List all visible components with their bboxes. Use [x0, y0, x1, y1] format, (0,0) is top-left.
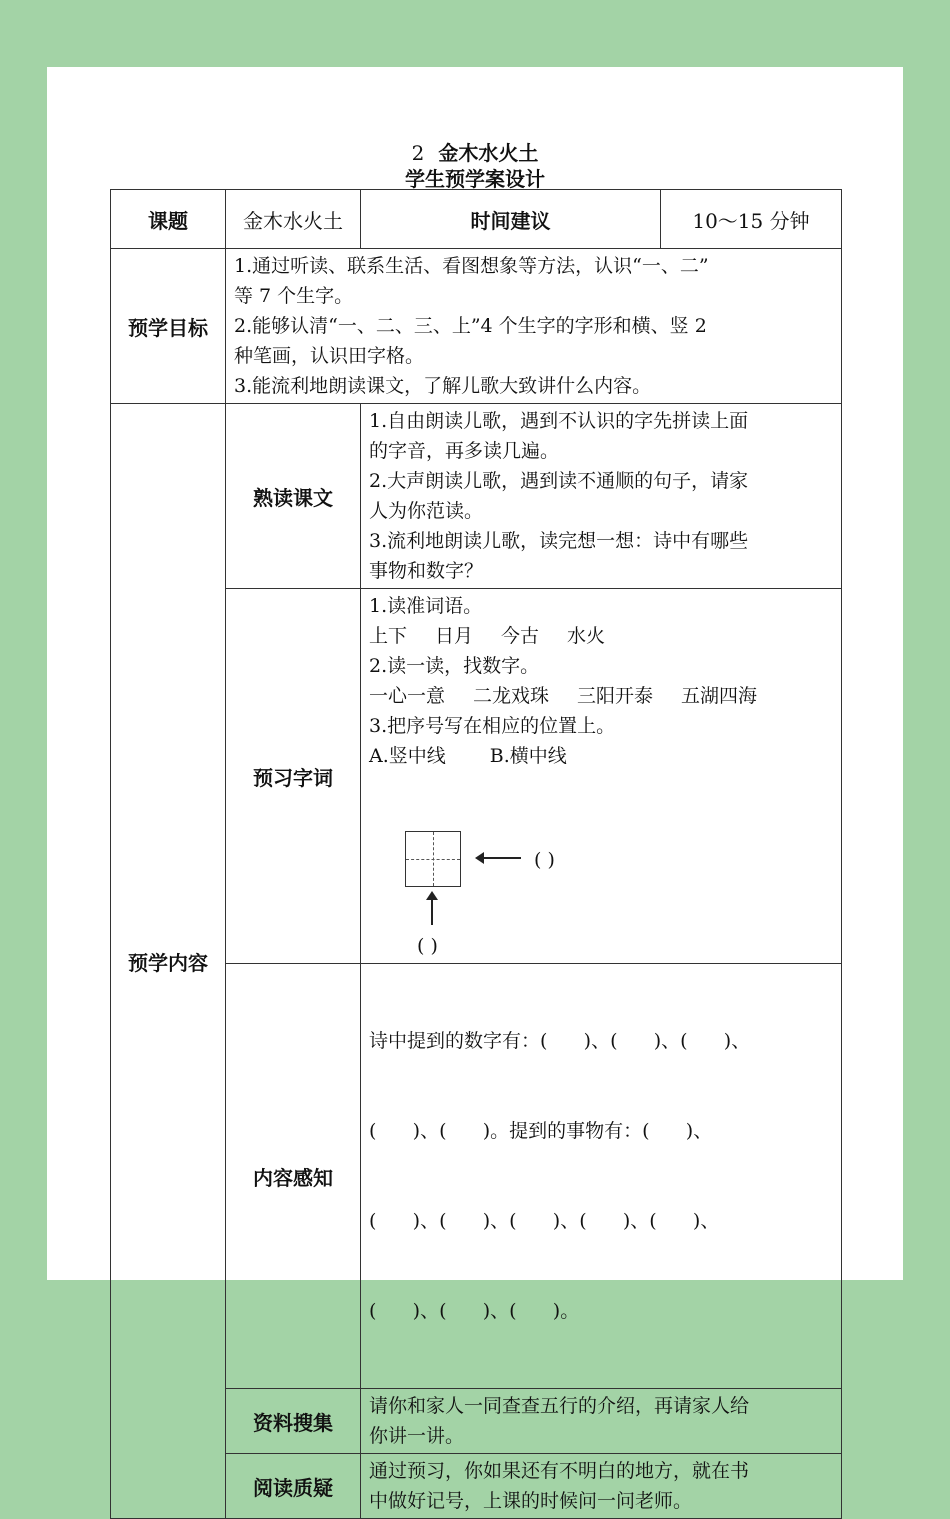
word: 今古: [501, 625, 540, 647]
reading-line: 3.流利地朗读儿歌，读完想一想：诗中有哪些: [369, 530, 749, 552]
vocab-q1-words: [369, 621, 833, 651]
perception-line: ( )、( )、( )、( )、( )、: [369, 1210, 720, 1232]
topic-value: 金木水火土: [226, 190, 361, 249]
perception-text: [361, 964, 842, 1389]
goals-line: 2.能够认清“一、二、三、上”4 个生字的字形和横、竖 2: [234, 315, 707, 337]
vocab-q1: 1.读准词语。: [369, 595, 483, 617]
preview-table: [110, 189, 842, 1519]
idiom: 五湖四海: [681, 685, 758, 707]
vocab-q3-options: [369, 741, 833, 771]
content-label: 预学内容: [111, 404, 226, 1519]
worksheet-subtitle: 学生预学案设计: [405, 167, 545, 191]
vocab-q2-words: [369, 681, 833, 711]
arrow-up-icon: [431, 895, 433, 925]
header-row: [111, 190, 842, 249]
vocab-q3: 3.把序号写在相应的位置上。: [369, 715, 616, 737]
questions-label: 阅读质疑: [226, 1454, 361, 1519]
time-label: 时间建议: [361, 190, 661, 249]
horizontal-midline: [406, 859, 460, 860]
goals-line: 等 7 个生字。: [234, 285, 354, 307]
tian-grid-icon: [405, 831, 461, 887]
lesson-title: [47, 137, 903, 166]
worksheet: [47, 67, 903, 1512]
answer-blank-bottom[interactable]: ( ): [417, 935, 438, 957]
questions-text: [361, 1454, 842, 1519]
research-label: 资料搜集: [226, 1389, 361, 1454]
idiom: 一心一意: [369, 685, 446, 707]
questions-line: 中做好记号，上课的时候问一问老师。: [369, 1490, 693, 1512]
idiom: 三阳开泰: [577, 685, 654, 707]
tian-grid-diagram: [369, 771, 833, 961]
goals-row: [111, 249, 842, 404]
questions-line: 通过预习，你如果还有不明白的地方，就在书: [369, 1460, 750, 1482]
option-a: A.竖中线: [369, 745, 446, 767]
word: 水火: [567, 625, 606, 647]
topic-label: 课题: [111, 190, 226, 249]
perception-label: 内容感知: [226, 964, 361, 1389]
lesson-number: 2: [411, 141, 425, 165]
arrow-left-icon: [477, 857, 521, 859]
perception-line: 诗中提到的数字有：( )、( )、( )、: [369, 1030, 751, 1052]
reading-line: 人为你范读。: [369, 500, 484, 522]
goals-line: 1.通过听读、联系生活、看图想象等方法，认识“一、二”: [234, 255, 709, 277]
research-line: 你讲一讲。: [369, 1425, 465, 1447]
vocab-label: 预习字词: [226, 589, 361, 964]
goals-text: [226, 249, 842, 404]
reading-line: 2.大声朗读儿歌，遇到读不通顺的句子，请家: [369, 470, 749, 492]
reading-text: [361, 404, 842, 589]
reading-row: [111, 404, 842, 589]
research-line: 请你和家人一同查查五行的介绍，再请家人给: [369, 1395, 750, 1417]
reading-label: 熟读课文: [226, 404, 361, 589]
research-text: [361, 1389, 842, 1454]
vocab-text: [361, 589, 842, 964]
answer-blank-right[interactable]: ( ): [534, 849, 555, 871]
option-b: B.横中线: [489, 745, 567, 767]
word: 上下: [369, 625, 408, 647]
goals-line: 种笔画，认识田字格。: [234, 345, 425, 367]
perception-line: ( )、( )。提到的事物有：( )、: [369, 1120, 713, 1142]
goals-line: 3.能流利地朗读课文，了解儿歌大致讲什么内容。: [234, 375, 652, 397]
vocab-q2: 2.读一读，找数字。: [369, 655, 540, 677]
idiom: 二龙戏珠: [473, 685, 550, 707]
reading-line: 1.自由朗读儿歌，遇到不认识的字先拼读上面: [369, 410, 749, 432]
reading-line: 的字音，再多读几遍。: [369, 440, 560, 462]
word: 日月: [435, 625, 474, 647]
goals-label: 预学目标: [111, 249, 226, 404]
lesson-name: 金木水火土: [438, 141, 539, 165]
perception-line: ( )、( )、( )。: [369, 1300, 580, 1322]
time-value: 10～15 分钟: [661, 190, 842, 249]
reading-line: 事物和数字？: [369, 560, 484, 582]
